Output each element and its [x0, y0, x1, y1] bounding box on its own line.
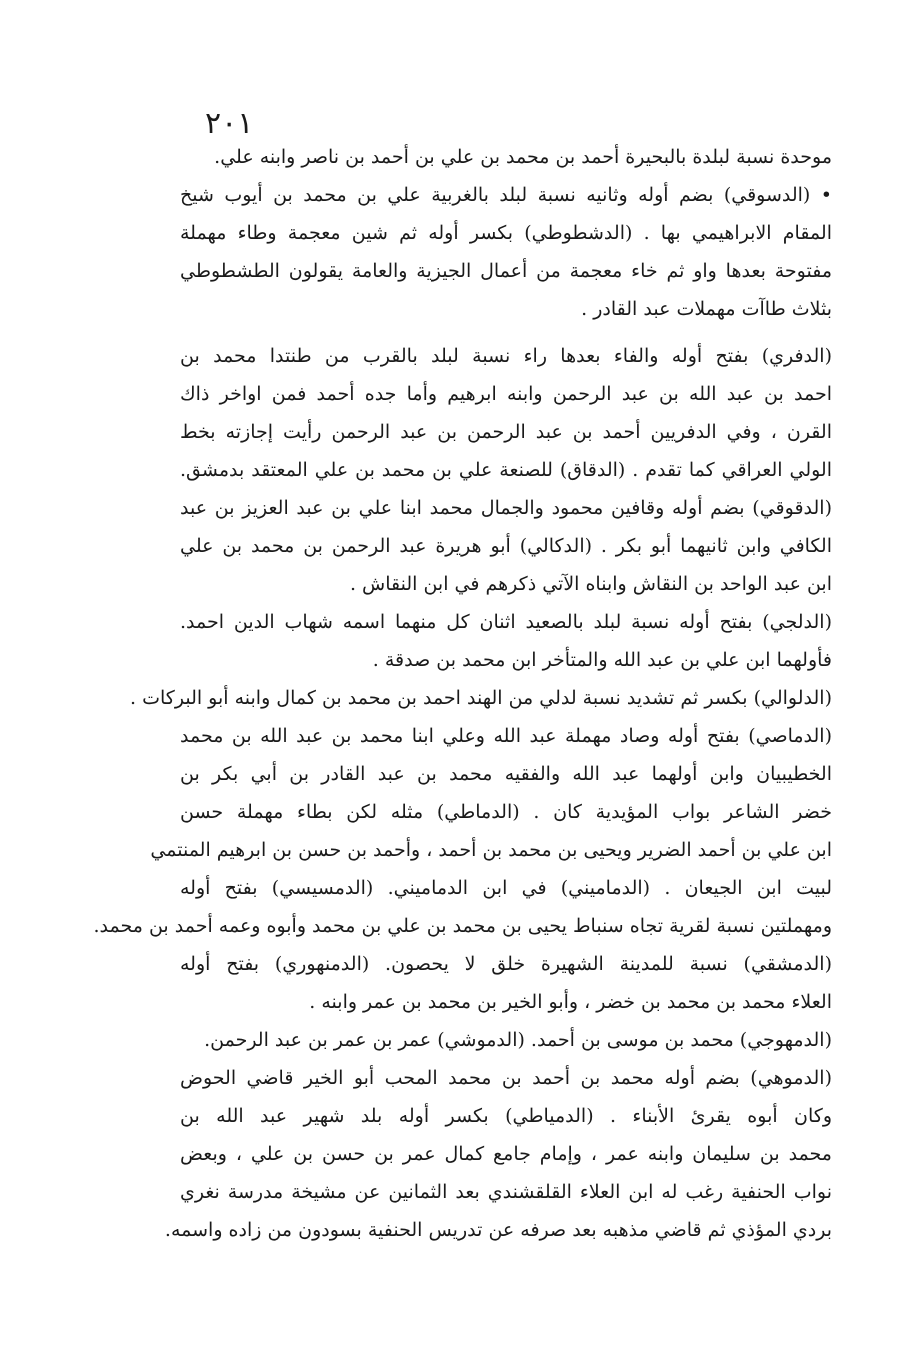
text-line: لبيت ابن الجيعان . (الدماميني) في ابن الدماميني. (الدمسيسي) بفتح أوله — [180, 877, 832, 899]
text-line: محمد بن سليمان وابنه عمر ، وإمام جامع كمال عمر بن حسن بن علي ، وبعض — [180, 1143, 832, 1165]
text-line: بردي المؤذي ثم قاضي مذهبه بعد صرفه عن تدريس الحنفية بسودون من زاده واسمه. — [164, 1219, 832, 1241]
text-line: المقام الابراهيمي بها . (الدشطوطي) بكسر أوله ثم شين معجمة وطاء مهملة — [180, 222, 832, 244]
body-text — [93, 138, 832, 1249]
text-line: (الدموهي) بضم أوله محمد بن أحمد بن محمد المحب أبو الخير قاضي الحوض — [180, 1067, 832, 1089]
text-line: القرن ، وفي الدفريين أحمد بن عبد الرحمن بن عبد الرحمن رأيت إجازته بخط — [180, 421, 832, 443]
text-line: الولي العراقي كما تقدم . (الدقاق) للصنعة علي بن محمد بن علي المعتقد بدمشق. — [180, 459, 832, 481]
text-line: (الدلوالي) بكسر ثم تشديد نسبة لدلي من الهند احمد بن محمد بن كمال وابنه أبو البركات . — [130, 687, 832, 709]
text-line: موحدة نسبة لبلدة بالبحيرة أحمد بن محمد بن علي بن أحمد بن ناصر وابنه علي. — [214, 146, 832, 168]
text-line: (الدقوقي) بضم أوله وقافين محمود والجمال محمد ابنا علي بن عبد العزيز بن عبد — [180, 497, 832, 519]
text-line: الكافي وابن ثانيهما أبو بكر . (الدكالي) أبو هريرة عبد الرحمن بن محمد بن علي — [180, 535, 832, 557]
text-line: الخطيبيان وابن أولهما عبد الله والفقيه محمد بن عبد القادر بن أبي بكر بن — [180, 763, 832, 785]
text-line: خضر الشاعر بواب المؤيدية كان . (الدماطي) مثله لكن بطاء مهملة حسن — [180, 801, 832, 823]
text-line: (الدمشقي) نسبة للمدينة الشهيرة خلق لا يحصون. (الدمنهوري) بفتح أوله — [180, 953, 832, 975]
text-line: (الدمهوجي) محمد بن موسى بن أحمد. (الدموشي) عمر بن عمر بن عبد الرحمن. — [204, 1029, 832, 1051]
text-line: فأولهما ابن علي بن عبد الله والمتأخر ابن محمد بن صدقة . — [372, 649, 832, 671]
text-line: (الدلجي) بفتح أوله نسبة لبلد بالصعيد اثنان كل منهما اسمه شهاب الدين احمد. — [180, 611, 832, 633]
text-line: العلاء محمد بن محمد بن خضر ، وأبو الخير بن محمد بن عمر وابنه . — [309, 991, 832, 1013]
page-number: ٢٠١ — [205, 106, 254, 141]
text-line: (الدفري) بفتح أوله والفاء بعدها راء نسبة لبلد بالقرب من طنتدا محمد بن — [180, 345, 832, 367]
text-line: مفتوحة بعدها واو ثم خاء معجمة من أعمال الجيزية والعامة يقولون الطشطوطي — [180, 260, 832, 282]
text-line: ابن عبد الواحد بن النقاش وابناه الآتي ذكرهم في ابن النقاش . — [349, 573, 832, 595]
text-line: نواب الحنفية رغب له ابن العلاء القلقشندي بعد الثمانين عن مشيخة مدرسة نغري — [180, 1181, 832, 1203]
text-line: ابن علي بن أحمد الضرير ويحيى بن محمد بن أحمد ، وأحمد بن حسن بن ابرهيم المنتمي — [150, 839, 832, 861]
text-line: • (الدسوقي) بضم أوله وثانيه نسبة لبلد بالغربية علي بن محمد بن أيوب شيخ — [180, 184, 832, 206]
text-line: ومهملتين نسبة لقرية تجاه سنباط يحيى بن محمد بن علي بن محمد وأبوه وعمه أحمد بن محمد. — [93, 915, 832, 937]
text-line: احمد بن عبد الله بن عبد الرحمن وابنه ابرهيم وأما جده أحمد فمن اواخر ذاك — [180, 383, 832, 405]
text-line: (الدماصي) بفتح أوله وصاد مهملة عبد الله وعلي ابنا محمد بن عبد الله بن محمد — [180, 725, 832, 747]
text-line: وكان أبوه يقرئ الأبناء . (الدمياطي) بكسر أوله بلد شهير عبد الله بن — [180, 1105, 832, 1127]
text-line: بثلاث طاآت مهملات عبد القادر . — [581, 298, 832, 320]
